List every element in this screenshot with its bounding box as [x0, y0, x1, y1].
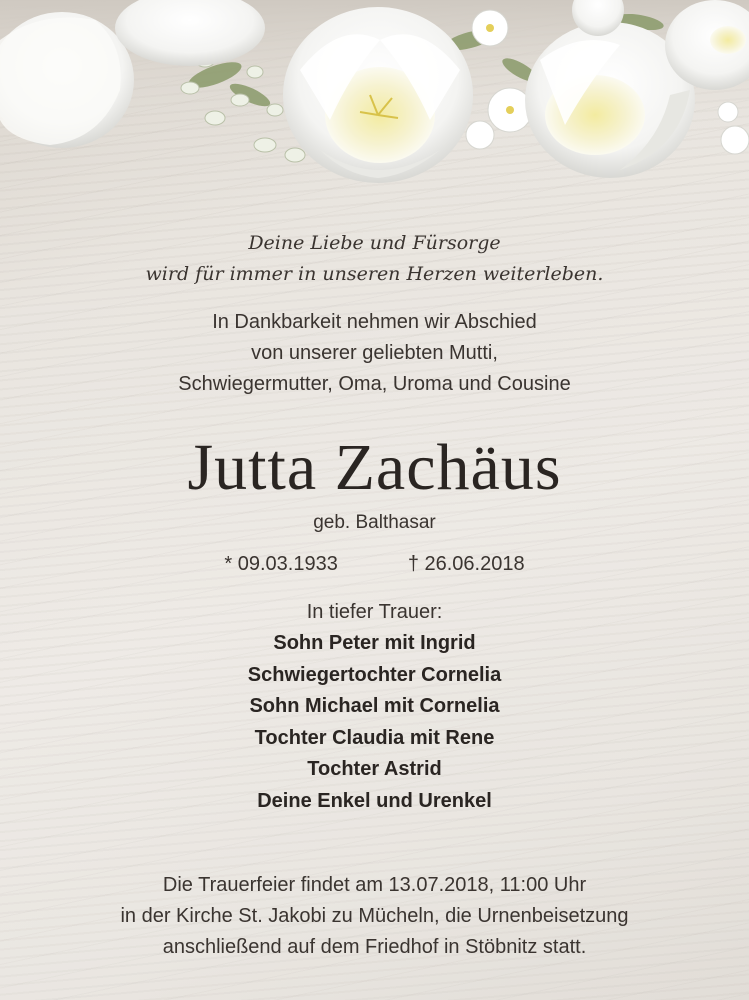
motto-line: Deine Liebe und Fürsorge — [248, 232, 501, 254]
intro — [0, 307, 749, 400]
mourner-name: Deine Enkel und Urenkel — [257, 789, 492, 812]
service-line: in der Kirche St. Jakobi zu Mücheln, die Urnenbeisetzung — [120, 905, 629, 927]
mourning-heading: In tiefer Trauer: — [306, 601, 443, 623]
intro-line: In Dankbarkeit nehmen wir Abschied — [212, 311, 537, 333]
death-date: † 26.06.2018 — [407, 553, 525, 575]
intro-line: Schwiegermutter, Oma, Uroma und Cousine — [178, 373, 571, 395]
mourner-name: Tochter Astrid — [307, 758, 442, 780]
service-info — [0, 870, 749, 963]
mourner-name: Schwiegertochter Cornelia — [247, 663, 502, 686]
birth-name: geb. Balthasar — [313, 512, 436, 533]
birth-date: * 09.03.1933 — [224, 553, 338, 575]
mourner-name: Tochter Claudia mit Rene — [254, 726, 495, 749]
mourner-name: Sohn Peter mit Ingrid — [273, 632, 476, 654]
intro-line: von unserer geliebten Mutti, — [251, 342, 498, 364]
life-dates — [0, 550, 749, 578]
motto — [0, 228, 749, 290]
mourner-name: Sohn Michael mit Cornelia — [249, 695, 500, 717]
service-line: anschließend auf dem Friedhof in Stöbnitz statt. — [162, 936, 587, 958]
deceased-name: Jutta Zachäus — [187, 431, 562, 504]
motto-line: wird für immer in unseren Herzen weiterleben. — [145, 263, 604, 285]
mourners-list — [0, 628, 749, 817]
white-tulip-flowers-image — [0, 0, 749, 200]
service-line: Die Trauerfeier findet am 13.07.2018, 11:00 Uhr — [162, 874, 587, 896]
